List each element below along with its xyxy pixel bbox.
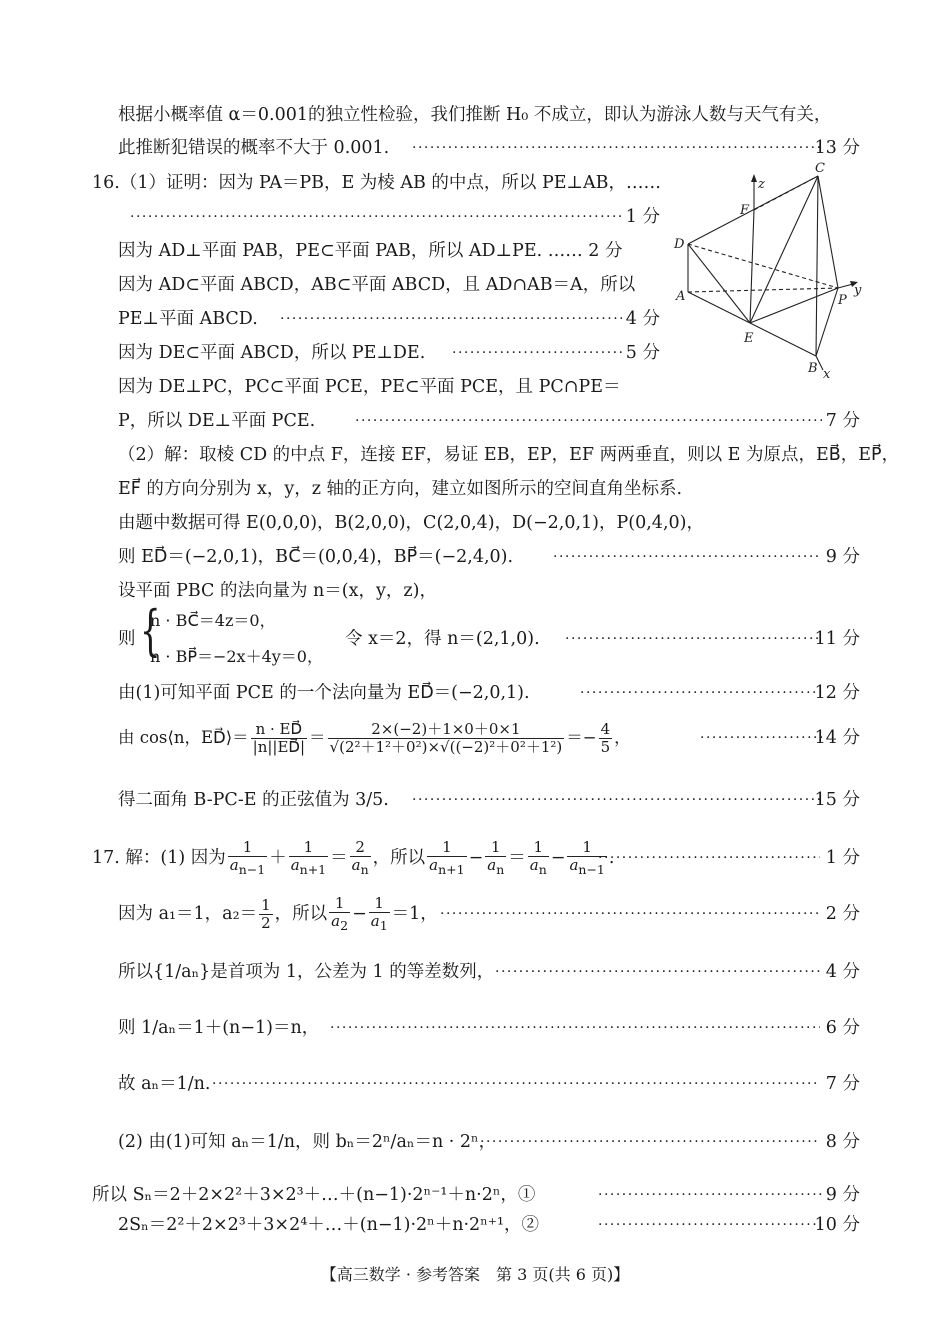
line-text: EF⃗ 的方向分别为 x，y，z 轴的正方向，建立如图所示的空间直角坐标系. [118, 479, 683, 499]
leader-dots [480, 1122, 820, 1162]
score-8: 8 分 [825, 1132, 860, 1152]
frac-1-over-a1: $\frac{1}{a_1}$ [370, 894, 388, 934]
line-text: 设平面 PBC 的法向量为 n＝(x，y，z)， [118, 581, 437, 601]
fraction-1-numerator: n · ED⃗ [251, 721, 307, 739]
leader-dots [598, 1178, 822, 1212]
frac-1-over-a-n-plus-1-b: $\frac{1}{a_{n+1}}$ [429, 838, 465, 878]
text-line [0, 1208, 950, 1242]
leader-dots [580, 676, 822, 710]
fraction-3 [599, 721, 613, 757]
score-label: 7 分 [825, 411, 860, 431]
p17-line-4-text: 则 1/aₙ＝1＋(n−1)＝n， [118, 1018, 320, 1038]
line-text: 因为 DE⊂平面 ABCD，所以 PE⊥DE. [118, 343, 426, 363]
fraction-2-denominator: √(2²＋1²＋0²)×√((−2)²＋0²＋1²) [329, 738, 563, 756]
leader-dots [280, 302, 622, 336]
text-line [0, 98, 950, 132]
p17-lead: 17. 解：(1) 因为 [92, 848, 226, 868]
score-1: 1 分 [825, 848, 860, 868]
equation-system-brace: { [140, 599, 161, 662]
line-text: 此推断犯错误的概率不大于 0.001. [118, 138, 390, 158]
frac-2-over-a-n: $\frac{2}{a_n}$ [351, 838, 369, 878]
label-B: B [808, 361, 818, 376]
line-text: 因为 AD⊂平面 ABCD，AB⊂平面 ABCD，且 AD∩AB＝A，所以 [118, 275, 636, 295]
p17-line-4 [0, 1008, 950, 1048]
pyramid-figure [668, 160, 868, 385]
cosine-line [0, 716, 950, 760]
system-eq-2: n · BP⃗＝−2x＋4y＝0， [150, 647, 323, 666]
fraction-1 [251, 721, 307, 757]
score-7: 7 分 [825, 1074, 860, 1094]
line-text: （2）解：取棱 CD 的中点 F，连接 EF，易证 EB，EP，EF 两两垂直，则以 E 为原点，EB⃗，EP⃗， [118, 445, 900, 465]
score-label: 5 分 [625, 343, 660, 363]
text-line [0, 540, 950, 574]
system-eq-2-line [0, 640, 950, 674]
leader-dots [330, 1008, 820, 1048]
label-D: D [674, 237, 685, 252]
line-text: 得二面角 B-PC-E 的正弦值为 3/5. [118, 790, 389, 810]
score-label: 10 分 [814, 1215, 860, 1235]
score-label: 12 分 [814, 683, 860, 703]
label-z: z [758, 177, 765, 192]
leader-dots [355, 404, 822, 438]
line-text: 则 [118, 629, 136, 649]
line-text: 因为 DE⊥PC，PC⊂平面 PCE，PE⊂平面 PCE，且 PC∩PE＝ [118, 377, 621, 397]
leader-dots [412, 783, 822, 817]
frac-1-over-a-n-minus-1: $\frac{1}{a_{n-1}}$ [229, 838, 266, 878]
score-label: 9 分 [825, 1185, 860, 1205]
frac-1-over-a-n-plus-1: $\frac{1}{a_{n+1}}$ [290, 838, 327, 878]
line-text: P，所以 DE⊥平面 PCE. [118, 411, 316, 431]
score-label: 11 分 [814, 629, 860, 649]
cosine-expression [118, 716, 631, 760]
p17-line-3-text: 所以{1/aₙ}是首项为 1，公差为 1 的等差数列， [118, 962, 495, 982]
leader-dots [700, 716, 825, 760]
equals: ＝ [309, 728, 326, 747]
text-line [0, 472, 950, 506]
score-label: 9 分 [825, 547, 860, 567]
p17-so: ，所以 [372, 848, 426, 868]
leader-dots [212, 1064, 820, 1104]
frac-1-over-a-n-minus-1-b: $\frac{1}{a_{n-1}}$ [569, 838, 605, 878]
score-label: 1 分 [625, 207, 660, 227]
score-14: 14 分 [814, 728, 860, 748]
label-A: A [676, 289, 686, 304]
score-6: 6 分 [825, 1018, 860, 1038]
text-line [0, 1178, 950, 1212]
line-text: 令 x＝2，得 n＝(2,1,0). [345, 629, 540, 649]
label-C: C [815, 161, 825, 176]
p17-a-values: 因为 a₁＝1，a₂＝ [118, 904, 258, 924]
equals-negative: ＝− [566, 728, 597, 747]
line-text: 16.（1）证明：因为 PA＝PB，E 为棱 AB 的中点，所以 PE⊥AB，…… [92, 173, 661, 193]
text-line [0, 404, 950, 438]
line-text: 根据小概率值 α＝0.001的独立性检验，我们推断 H₀ 不成立，即认为游泳人数与天气有关， [118, 105, 832, 125]
p17-line-6 [0, 1122, 950, 1162]
p17-line-5 [0, 1064, 950, 1104]
system-eq-1: n · BC⃗＝4z＝0， [150, 611, 276, 630]
score-label: 13 分 [814, 138, 860, 158]
p17-eq-one: ＝1， [391, 904, 438, 924]
page-footer: 【高三数学 · 参考答案 第 3 页(共 6 页)】 [320, 1265, 630, 1284]
p17-line-1 [0, 838, 950, 878]
score-4: 4 分 [825, 962, 860, 982]
line-text: 2Sₙ＝2²＋2×2³＋3×2⁴＋…＋(n−1)·2ⁿ＋n·2ⁿ⁺¹，② [118, 1215, 540, 1235]
text-line [0, 676, 950, 710]
text-line [0, 438, 950, 472]
frac-1-over-a2: $\frac{1}{a_2}$ [331, 894, 349, 934]
p17-line-2-text: 因为 a₁＝1，a₂＝ $\frac{1}{2}$ ，所以 $\frac{1}{a_2}$ − $\frac{1}{a_1}$ ＝1， [118, 894, 438, 934]
text-line [0, 506, 950, 540]
fraction-3-denominator: 5 [600, 738, 611, 756]
score-label: 4 分 [625, 309, 660, 329]
label-E: E [744, 331, 754, 346]
line-text: 由题中数据可得 E(0,0,0)，B(2,0,0)，C(2,0,4)，D(−2,0,1)，P(0,4,0)， [118, 513, 704, 533]
leader-dots [598, 1208, 822, 1242]
score-2: 2 分 [825, 904, 860, 924]
frac-1-over-a-n-b: $\frac{1}{a_n}$ [487, 838, 505, 878]
p17-line-5-text: 故 aₙ＝1/n. [118, 1074, 211, 1094]
line-text: 则 ED⃗＝(−2,0,1)，BC⃗＝(0,0,4)，BP⃗＝(−2,4,0). [118, 547, 514, 567]
p17-line-3 [0, 952, 950, 992]
fraction-2-numerator: 2×(−2)＋1×0＋0×1 [328, 721, 565, 739]
p17-so-2: ，所以 [274, 904, 328, 924]
p17-line-6-text: (2) 由(1)可知 aₙ＝1/n，则 bₙ＝2ⁿ/aₙ＝n · 2ⁿ， [118, 1132, 497, 1152]
leader-dots [495, 952, 820, 992]
line-text: 由(1)可知平面 PCE 的一个法向量为 ED⃗＝(−2,0,1). [118, 683, 530, 703]
line-text: 所以 Sₙ＝2＋2×2²＋3×2³＋…＋(n−1)·2ⁿ⁻¹＋n·2ⁿ，① [92, 1185, 536, 1205]
label-y: y [854, 283, 862, 298]
fraction-1-denominator: |n||ED⃗| [252, 738, 306, 756]
text-line [0, 783, 950, 817]
label-P: P [838, 293, 847, 308]
p17-line-2 [0, 894, 950, 934]
fraction-2 [328, 721, 565, 757]
leader-dots [440, 894, 820, 934]
cosine-end: ， [614, 728, 631, 747]
leader-dots [598, 838, 820, 878]
cosine-lead: 由 cos⟨n，ED⃗⟩＝ [118, 728, 249, 747]
leader-dots [452, 336, 622, 370]
p17-line-1-text: 17. 解：(1) 因为 $\frac{1}{a_{n-1}}$ ＋ $\frac{1}{a_{n+1}}$ ＝ $\frac{2}{a_n}$ ，所以 $\frac{1}{a_{n+1}}$ − $\frac{1}{a_n}$ ＝ $\frac{1}{a_n}$ − $\frac{1}{a_{n-1}}$ . [92, 838, 615, 878]
score-label: 15 分 [814, 790, 860, 810]
frac-1-over-a-n-c: $\frac{1}{a_n}$ [529, 838, 547, 878]
frac-1-over-2: $\frac{1}{2}$ [261, 895, 271, 932]
line-text: 因为 AD⊥平面 PAB，PE⊂平面 PAB，所以 AD⊥PE. …… 2 分 [118, 241, 623, 261]
label-F: F [740, 203, 750, 218]
system-eq-1-line [0, 604, 950, 638]
label-x: x [823, 367, 831, 382]
leader-dots [130, 200, 622, 234]
leader-dots [553, 540, 822, 574]
fraction-3-numerator: 4 [600, 719, 611, 738]
line-text: PE⊥平面 ABCD. [118, 309, 258, 329]
